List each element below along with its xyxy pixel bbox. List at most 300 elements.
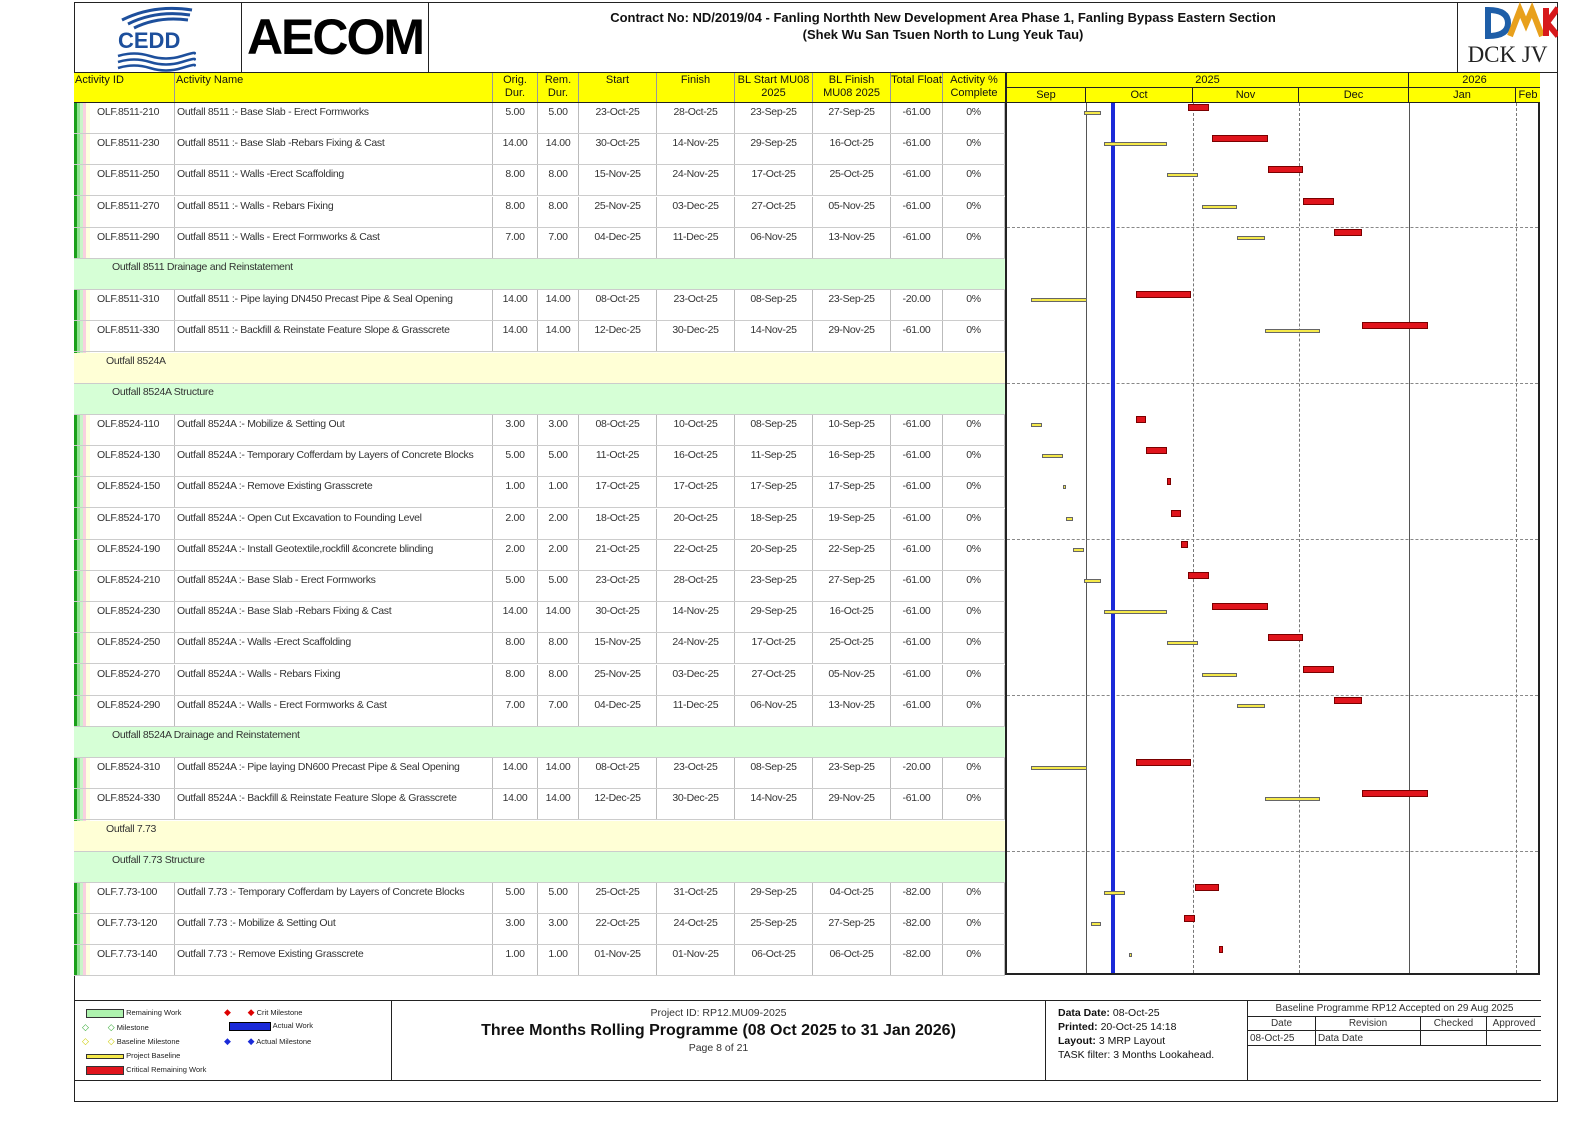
cell-finish: 28-Oct-25 [657, 103, 735, 133]
group-header-row[interactable] [74, 259, 1005, 290]
cell-bl-finish: 23-Sep-25 [813, 290, 891, 320]
cell-bl-finish: 29-Nov-25 [813, 321, 891, 351]
critical-remaining-bar[interactable] [1303, 198, 1334, 205]
legend-project-baseline: Project Baseline [86, 1051, 180, 1060]
gantt-band-line [1007, 383, 1538, 384]
col-bl-finish: BL Finish MU08 2025 [813, 73, 891, 102]
table-row[interactable] [74, 789, 1005, 820]
cell-start: 08-Oct-25 [579, 758, 657, 788]
cell-name: Outfall 8511 :- Walls -Erect Scaffolding [175, 165, 493, 195]
cell-name: Outfall 7.73 :- Mobilize & Setting Out [175, 914, 493, 944]
cell-float: -61.00 [891, 789, 943, 819]
cell-bl-start: 06-Nov-25 [735, 696, 813, 726]
approval-date-header: Date [1248, 1016, 1316, 1031]
group-title: Outfall 8524A Drainage and Reinstatement [112, 729, 300, 741]
cell-pct: 0% [943, 415, 1005, 445]
month-jan: Jan [1409, 87, 1516, 102]
cell-pct: 0% [943, 509, 1005, 539]
critical-remaining-bar[interactable] [1167, 478, 1170, 485]
cell-orig: 8.00 [493, 165, 538, 195]
table-row[interactable] [74, 103, 1005, 134]
cell-float: -82.00 [891, 914, 943, 944]
cell-bl-finish: 13-Nov-25 [813, 228, 891, 258]
cell-finish: 24-Nov-25 [657, 165, 735, 195]
cell-id: OLF.8511-230 [95, 134, 175, 164]
cell-name: Outfall 8524A :- Remove Existing Grasscrete [175, 477, 493, 507]
critical-remaining-bar[interactable] [1212, 603, 1268, 610]
cell-start: 04-Dec-25 [579, 228, 657, 258]
cell-start: 08-Oct-25 [579, 415, 657, 445]
cell-bl-finish: 05-Nov-25 [813, 665, 891, 695]
cell-id: OLF.8524-290 [95, 696, 175, 726]
cell-float: -82.00 [891, 945, 943, 975]
data-date-value: 08-Oct-25 [1112, 1007, 1160, 1019]
table-row[interactable] [74, 477, 1005, 508]
cell-id: OLF.8524-170 [95, 509, 175, 539]
cell-start: 22-Oct-25 [579, 914, 657, 944]
cell-finish: 23-Oct-25 [657, 290, 735, 320]
baseline-bar[interactable] [1265, 797, 1321, 801]
baseline-bar[interactable] [1167, 641, 1198, 645]
cell-float: -61.00 [891, 665, 943, 695]
critical-remaining-bar[interactable] [1362, 790, 1428, 797]
month-dec: Dec [1299, 87, 1409, 102]
cell-bl-start: 29-Sep-25 [735, 134, 813, 164]
critical-remaining-bar[interactable] [1334, 697, 1362, 704]
table-row[interactable] [74, 945, 1005, 976]
cell-orig: 3.00 [493, 415, 538, 445]
cell-float: -61.00 [891, 509, 943, 539]
printed-label: Printed: [1058, 1021, 1098, 1033]
cell-finish: 30-Dec-25 [657, 789, 735, 819]
cell-pct: 0% [943, 290, 1005, 320]
col-finish: Finish [657, 73, 735, 102]
cell-start: 25-Nov-25 [579, 197, 657, 227]
cell-pct: 0% [943, 945, 1005, 975]
baseline-bar[interactable] [1104, 142, 1167, 146]
cell-bl-start: 17-Sep-25 [735, 477, 813, 507]
approval-approved-header: Approved [1487, 1016, 1541, 1031]
gridline-dec [1299, 103, 1300, 973]
baseline-bar[interactable] [1066, 517, 1073, 521]
table-row[interactable] [74, 197, 1005, 228]
approval-box [1248, 1001, 1541, 1081]
cell-pct: 0% [943, 758, 1005, 788]
cell-start: 23-Oct-25 [579, 103, 657, 133]
cell-id: OLF.8524-150 [95, 477, 175, 507]
cell-float: -61.00 [891, 446, 943, 476]
critical-remaining-bar[interactable] [1136, 416, 1146, 423]
table-row[interactable] [74, 321, 1005, 352]
cell-rem: 8.00 [538, 197, 579, 227]
cell-name: Outfall 8511 :- Backfill & Reinstate Feature Slope & Grasscrete [175, 321, 493, 351]
table-row[interactable] [74, 571, 1005, 602]
cell-bl-start: 17-Oct-25 [735, 633, 813, 663]
cell-rem: 5.00 [538, 571, 579, 601]
month-oct: Oct [1086, 87, 1193, 102]
cell-pct: 0% [943, 540, 1005, 570]
cell-float: -61.00 [891, 571, 943, 601]
gantt-band-line [1007, 539, 1538, 540]
table-row[interactable] [74, 509, 1005, 540]
cell-rem: 14.00 [538, 134, 579, 164]
cell-id: OLF.8511-290 [95, 228, 175, 258]
cell-pct: 0% [943, 321, 1005, 351]
cell-orig: 7.00 [493, 696, 538, 726]
baseline-bar[interactable] [1091, 922, 1101, 926]
cell-pct: 0% [943, 571, 1005, 601]
cell-id: OLF.8511-330 [95, 321, 175, 351]
cell-bl-finish: 23-Sep-25 [813, 758, 891, 788]
cell-rem: 14.00 [538, 290, 579, 320]
table-row[interactable] [74, 696, 1005, 727]
cell-rem: 2.00 [538, 509, 579, 539]
cell-name: Outfall 8524A :- Temporary Cofferdam by Layers of Concrete Blocks [175, 446, 493, 476]
cell-start: 23-Oct-25 [579, 571, 657, 601]
cell-name: Outfall 8524A :- Base Slab - Erect Formworks [175, 571, 493, 601]
cell-finish: 22-Oct-25 [657, 540, 735, 570]
cell-bl-finish: 16-Oct-25 [813, 602, 891, 632]
cell-finish: 17-Oct-25 [657, 477, 735, 507]
cell-finish: 30-Dec-25 [657, 321, 735, 351]
cell-orig: 14.00 [493, 321, 538, 351]
contract-title [429, 2, 1457, 72]
wbs-header-row[interactable] [74, 353, 1005, 384]
cell-start: 21-Oct-25 [579, 540, 657, 570]
critical-remaining-bar[interactable] [1184, 915, 1194, 922]
cell-start: 15-Nov-25 [579, 165, 657, 195]
cell-rem: 14.00 [538, 321, 579, 351]
critical-remaining-bar[interactable] [1195, 884, 1219, 891]
baseline-bar[interactable] [1084, 579, 1101, 583]
baseline-bar[interactable] [1042, 454, 1063, 458]
table-row[interactable] [74, 758, 1005, 789]
critical-remaining-bar[interactable] [1188, 104, 1209, 111]
cell-id: OLF.8511-250 [95, 165, 175, 195]
baseline-bar[interactable] [1063, 485, 1066, 489]
col-activity-name: Activity Name [175, 73, 493, 102]
cell-orig: 3.00 [493, 914, 538, 944]
cell-bl-start: 20-Sep-25 [735, 540, 813, 570]
gantt-band-line [1007, 695, 1538, 696]
critical-remaining-bar[interactable] [1268, 634, 1303, 641]
critical-remaining-bar[interactable] [1181, 541, 1188, 548]
table-row[interactable] [74, 665, 1005, 696]
data-date-line [1111, 103, 1115, 973]
month-sep: Sep [1007, 87, 1086, 102]
data-date-label: Data Date: [1058, 1007, 1110, 1019]
table-row[interactable] [74, 134, 1005, 165]
cell-finish: 11-Dec-25 [657, 228, 735, 258]
table-row[interactable] [74, 415, 1005, 446]
cell-id: OLF.8524-330 [95, 789, 175, 819]
cell-bl-start: 18-Sep-25 [735, 509, 813, 539]
aecom-logo-text: AECOM [246, 9, 424, 65]
cell-bl-finish: 29-Nov-25 [813, 789, 891, 819]
baseline-bar[interactable] [1202, 205, 1237, 209]
cell-finish: 14-Nov-25 [657, 602, 735, 632]
cell-name: Outfall 8511 :- Walls - Rebars Fixing [175, 197, 493, 227]
baseline-bar[interactable] [1237, 236, 1265, 240]
group-header-row[interactable] [74, 727, 1005, 758]
cell-float: -61.00 [891, 197, 943, 227]
cell-orig: 7.00 [493, 228, 538, 258]
cell-start: 11-Oct-25 [579, 446, 657, 476]
cell-id: OLF.8524-110 [95, 415, 175, 445]
group-header-row[interactable] [74, 384, 1005, 415]
cell-name: Outfall 7.73 :- Remove Existing Grasscrete [175, 945, 493, 975]
cell-bl-finish: 10-Sep-25 [813, 415, 891, 445]
table-row[interactable] [74, 602, 1005, 633]
cell-pct: 0% [943, 789, 1005, 819]
cell-orig: 1.00 [493, 477, 538, 507]
baseline-bar[interactable] [1167, 173, 1198, 177]
group-title: Outfall 7.73 [106, 822, 157, 835]
legend [74, 1001, 392, 1081]
group-title: Outfall 8524A [106, 354, 166, 367]
cell-finish: 03-Dec-25 [657, 665, 735, 695]
aecom-logo [242, 2, 429, 72]
cell-float: -61.00 [891, 540, 943, 570]
cell-bl-start: 08-Sep-25 [735, 290, 813, 320]
baseline-bar[interactable] [1129, 953, 1132, 957]
cell-name: Outfall 8511 :- Pipe laying DN450 Precast Pipe & Seal Opening [175, 290, 493, 320]
layout-value: 3 MRP Layout [1098, 1035, 1166, 1047]
critical-remaining-bar[interactable] [1136, 759, 1192, 766]
cell-bl-finish: 13-Nov-25 [813, 696, 891, 726]
cell-bl-start: 27-Oct-25 [735, 665, 813, 695]
critical-remaining-bar[interactable] [1171, 510, 1181, 517]
cell-rem: 2.00 [538, 540, 579, 570]
cell-finish: 23-Oct-25 [657, 758, 735, 788]
cell-bl-finish: 16-Oct-25 [813, 134, 891, 164]
cell-finish: 11-Dec-25 [657, 696, 735, 726]
cell-id: OLF.8524-130 [95, 446, 175, 476]
cell-bl-start: 06-Oct-25 [735, 945, 813, 975]
table-row[interactable] [74, 165, 1005, 196]
year-2025: 2025 [1007, 73, 1409, 87]
gridline-oct [1086, 103, 1087, 973]
baseline-bar[interactable] [1031, 423, 1041, 427]
contract-line-1: Contract No: ND/2019/04 - Fanling Northth New Development Area Phase 1, Fanling Bypass Eastern Section [610, 10, 1276, 25]
cell-float: -61.00 [891, 633, 943, 663]
cell-finish: 24-Nov-25 [657, 633, 735, 663]
dck-jv-logo [1457, 2, 1557, 72]
critical-remaining-bar[interactable] [1362, 322, 1428, 329]
critical-remaining-bar[interactable] [1146, 447, 1167, 454]
critical-remaining-bar[interactable] [1212, 135, 1268, 142]
cell-pct: 0% [943, 103, 1005, 133]
gantt-band-line [1007, 227, 1538, 228]
approval-row-approved [1487, 1031, 1541, 1046]
cell-rem: 7.00 [538, 228, 579, 258]
programme-title: Three Months Rolling Programme (08 Oct 2025 to 31 Jan 2026) [481, 1022, 956, 1039]
cell-orig: 5.00 [493, 103, 538, 133]
col-bl-start: BL Start MU08 2025 [735, 73, 813, 102]
approval-caption: Baseline Programme RP12 Accepted on 29 Aug 2025 [1248, 1001, 1541, 1017]
cell-orig: 8.00 [493, 197, 538, 227]
cell-float: -61.00 [891, 134, 943, 164]
cell-rem: 5.00 [538, 103, 579, 133]
cell-pct: 0% [943, 665, 1005, 695]
cell-orig: 14.00 [493, 758, 538, 788]
baseline-bar[interactable] [1202, 673, 1237, 677]
cell-float: -61.00 [891, 228, 943, 258]
cell-id: OLF.8511-310 [95, 290, 175, 320]
group-title: Outfall 8511 Drainage and Reinstatement [112, 261, 293, 273]
cell-pct: 0% [943, 883, 1005, 913]
gantt-band-line [1007, 851, 1538, 852]
cell-id: OLF.8524-230 [95, 602, 175, 632]
cell-id: OLF.7.73-100 [95, 883, 175, 913]
cell-pct: 0% [943, 914, 1005, 944]
page-header [74, 2, 1558, 73]
cell-bl-finish: 04-Oct-25 [813, 883, 891, 913]
cell-start: 18-Oct-25 [579, 509, 657, 539]
baseline-bar[interactable] [1031, 298, 1087, 302]
cell-bl-finish: 25-Oct-25 [813, 165, 891, 195]
approval-row-checked [1421, 1031, 1487, 1046]
cell-rem: 5.00 [538, 883, 579, 913]
year-2026: 2026 [1462, 74, 1487, 86]
legend-actual-work: Actual Work [229, 1021, 313, 1031]
cell-bl-start: 25-Sep-25 [735, 914, 813, 944]
cell-rem: 8.00 [538, 165, 579, 195]
wbs-header-row[interactable] [74, 821, 1005, 852]
cell-id: OLF.8524-250 [95, 633, 175, 663]
cell-name: Outfall 8511 :- Base Slab -Rebars Fixing & Cast [175, 134, 493, 164]
cell-float: -61.00 [891, 602, 943, 632]
cell-float: -82.00 [891, 883, 943, 913]
cell-bl-finish: 05-Nov-25 [813, 197, 891, 227]
cell-start: 12-Dec-25 [579, 789, 657, 819]
cell-pct: 0% [943, 696, 1005, 726]
task-filter: TASK filter: 3 Months Lookahead. [1058, 1049, 1215, 1061]
cell-id: OLF.8524-190 [95, 540, 175, 570]
cell-orig: 8.00 [493, 633, 538, 663]
legend-critical-remaining-work: Critical Remaining Work [86, 1065, 206, 1075]
baseline-bar[interactable] [1104, 610, 1167, 614]
cell-orig: 2.00 [493, 509, 538, 539]
cell-bl-start: 11-Sep-25 [735, 446, 813, 476]
cell-id: OLF.8524-270 [95, 665, 175, 695]
cell-name: Outfall 7.73 :- Temporary Cofferdam by Layers of Concrete Blocks [175, 883, 493, 913]
cell-float: -61.00 [891, 103, 943, 133]
cedd-logo [74, 2, 242, 72]
table-row[interactable] [74, 540, 1005, 571]
cell-id: OLF.8511-210 [95, 103, 175, 133]
cell-bl-finish: 22-Sep-25 [813, 540, 891, 570]
cell-name: Outfall 8524A :- Walls - Rebars Fixing [175, 665, 493, 695]
cell-start: 12-Dec-25 [579, 321, 657, 351]
cell-name: Outfall 8524A :- Walls -Erect Scaffolding [175, 633, 493, 663]
baseline-bar[interactable] [1084, 111, 1101, 115]
cell-bl-start: 27-Oct-25 [735, 197, 813, 227]
table-row[interactable] [74, 883, 1005, 914]
baseline-bar[interactable] [1073, 548, 1083, 552]
critical-remaining-bar[interactable] [1268, 166, 1303, 173]
table-row[interactable] [74, 914, 1005, 945]
cell-pct: 0% [943, 477, 1005, 507]
group-title: Outfall 8524A Structure [112, 385, 214, 398]
cell-id: OLF.8524-210 [95, 571, 175, 601]
cell-bl-start: 29-Sep-25 [735, 602, 813, 632]
critical-remaining-bar[interactable] [1303, 666, 1334, 673]
cell-orig: 14.00 [493, 290, 538, 320]
cell-bl-start: 08-Sep-25 [735, 415, 813, 445]
cell-name: Outfall 8524A :- Open Cut Excavation to Founding Level [175, 509, 493, 539]
cell-bl-start: 08-Sep-25 [735, 758, 813, 788]
critical-remaining-bar[interactable] [1219, 946, 1222, 953]
critical-remaining-bar[interactable] [1136, 291, 1192, 298]
cell-bl-finish: 19-Sep-25 [813, 509, 891, 539]
cell-bl-finish: 25-Oct-25 [813, 633, 891, 663]
cell-float: -61.00 [891, 696, 943, 726]
group-header-row[interactable] [74, 852, 1005, 883]
cell-pct: 0% [943, 446, 1005, 476]
table-row[interactable] [74, 633, 1005, 664]
cell-orig: 14.00 [493, 134, 538, 164]
cell-start: 15-Nov-25 [579, 633, 657, 663]
cell-bl-start: 14-Nov-25 [735, 321, 813, 351]
cell-finish: 20-Oct-25 [657, 509, 735, 539]
footer-center [392, 1001, 1046, 1081]
cell-pct: 0% [943, 165, 1005, 195]
cell-start: 04-Dec-25 [579, 696, 657, 726]
gridline-nov [1193, 103, 1194, 973]
baseline-bar[interactable] [1031, 766, 1087, 770]
cell-float: -61.00 [891, 415, 943, 445]
cell-name: Outfall 8511 :- Base Slab - Erect Formworks [175, 103, 493, 133]
cell-orig: 1.00 [493, 945, 538, 975]
cell-start: 25-Oct-25 [579, 883, 657, 913]
cell-bl-start: 14-Nov-25 [735, 789, 813, 819]
cell-rem: 3.00 [538, 415, 579, 445]
cell-bl-finish: 27-Sep-25 [813, 103, 891, 133]
critical-remaining-bar[interactable] [1334, 229, 1362, 236]
cell-pct: 0% [943, 197, 1005, 227]
project-id: Project ID: RP12.MU09-2025 [650, 1007, 787, 1019]
dck-jv-logo-text: DCK JV [1467, 42, 1548, 67]
baseline-bar[interactable] [1265, 329, 1321, 333]
cell-name: Outfall 8511 :- Walls - Erect Formworks & Cast [175, 228, 493, 258]
cell-orig: 5.00 [493, 446, 538, 476]
critical-remaining-bar[interactable] [1188, 572, 1209, 579]
cell-rem: 14.00 [538, 602, 579, 632]
column-header-row [74, 73, 1005, 103]
col-orig-dur: Orig. Dur. [493, 73, 538, 102]
cell-bl-finish: 27-Sep-25 [813, 914, 891, 944]
table-row[interactable] [74, 290, 1005, 321]
cell-finish: 03-Dec-25 [657, 197, 735, 227]
cell-name: Outfall 8524A :- Mobilize & Setting Out [175, 415, 493, 445]
cell-finish: 10-Oct-25 [657, 415, 735, 445]
baseline-bar[interactable] [1237, 704, 1265, 708]
table-row[interactable] [74, 446, 1005, 477]
cell-rem: 1.00 [538, 945, 579, 975]
approval-checked-header: Checked [1421, 1016, 1487, 1031]
baseline-bar[interactable] [1104, 891, 1125, 895]
cell-orig: 2.00 [493, 540, 538, 570]
cell-start: 01-Nov-25 [579, 945, 657, 975]
table-row[interactable] [74, 228, 1005, 259]
cell-rem: 5.00 [538, 446, 579, 476]
col-rem-dur: Rem. Dur. [538, 73, 579, 102]
cell-bl-start: 29-Sep-25 [735, 883, 813, 913]
cell-name: Outfall 8524A :- Backfill & Reinstate Feature Slope & Grasscrete [175, 789, 493, 819]
cell-finish: 28-Oct-25 [657, 571, 735, 601]
month-feb: Feb [1516, 87, 1540, 102]
